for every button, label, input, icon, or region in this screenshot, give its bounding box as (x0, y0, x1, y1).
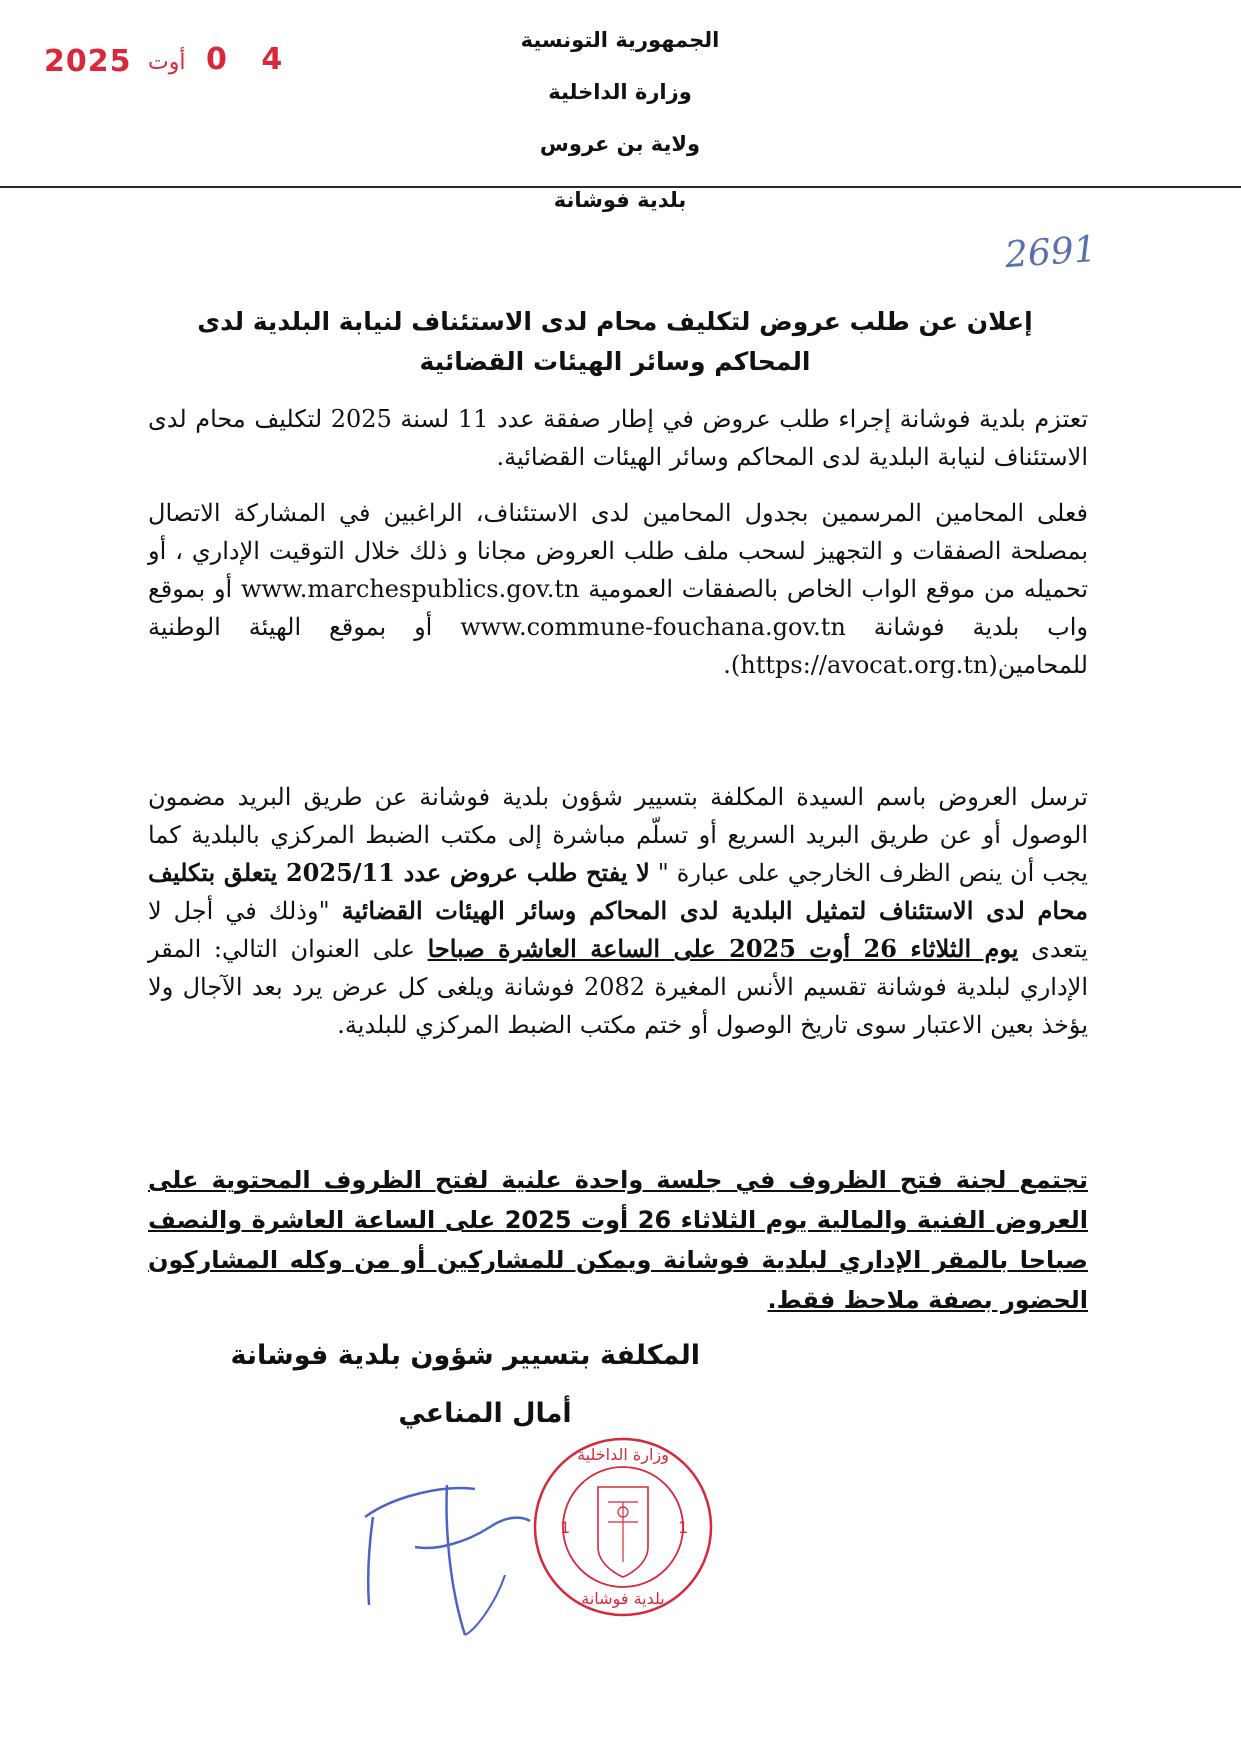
submission-text-2: "وذلك في أجل لا يتعدى (148, 897, 1089, 963)
handwritten-reference-number: 2691 (1003, 228, 1098, 277)
signatory-name: أمال المناعي (398, 1398, 572, 1429)
eligibility-text-4: ). (723, 651, 741, 679)
stamp-year: 2025 (44, 44, 132, 79)
header-ministry: وزارة الداخلية (548, 80, 692, 104)
submission-text-3: على العنوان التالي: المقر الإداري لبلدية فوشانة تقسيم الأنس المغيرة 2082 فوشانة ويلغى كل عرض يرد بعد الآجال ولا يؤخذ بعين الاعتبار سوى تاريخ الوصول أو ختم مكتب الضبط المركزي للبلدية. (148, 935, 1089, 1039)
stamp-day: 0 4 (206, 42, 295, 77)
date-stamp (38, 38, 295, 88)
handwritten-signature (355, 1455, 555, 1655)
header-country: الجمهورية التونسية (520, 28, 720, 52)
deadline-phrase: يوم الثلاثاء 26 أوت 2025 على الساعة العاشرة صباحا (427, 934, 1019, 963)
link-commune-fouchana[interactable]: www.commune-fouchana.gov.tn (460, 613, 846, 641)
seal-mark-right: 1 (678, 1518, 689, 1537)
municipal-seal (528, 1432, 718, 1622)
seal-top-text: وزارة الداخلية (577, 1445, 669, 1464)
stamp-month: أوت (148, 50, 186, 75)
link-marchespublics[interactable]: www.marchespublics.gov.tn (240, 575, 580, 603)
paragraph-submission (148, 778, 1088, 1044)
signatory-title: المكلفة بتسيير شؤون بلدية فوشانة (230, 1340, 700, 1371)
eligibility-text: فعلى المحامين المرسمين بجدول المحامين لدى الاستئناف، الراغبين في المشاركة الاتصال بمصلحة الصفقات و التجهيز لسحب ملف طلب العروض مجانا و ذلك خلال التوقيت الإداري ، أو تحميله من موقع الواب الخاص بالصفقات العمومية (148, 499, 1088, 603)
seal-bottom-text: بلدية فوشانة (581, 1589, 665, 1608)
paragraph-eligibility (148, 494, 1088, 684)
seal-mark-left: 1 (560, 1518, 571, 1537)
submission-text: ترسل العروض باسم السيدة المكلفة بتسيير شؤون بلدية فوشانة عن طريق البريد مضمون الوصول أو عن طريق البريد السريع أو تسلّم مباشرة إلى مكتب الضبط المركزي بالبلدية كما يجب أن ينص الظرف الخارجي على عبارة " (148, 783, 1088, 887)
envelope-phrase: لا يفتح طلب عروض عدد 2025/11 يتعلق بتكليف محام لدى الاستئناف لتمثيل البلدية لدى المحاكم وسائر الهيئات القضائية (148, 858, 1088, 925)
header-governorate: ولاية بن عروس (539, 132, 701, 156)
paragraph-opening-session: تجتمع لجنة فتح الظروف في جلسة واحدة علنية لفتح الظروف المحتوية على العروض الفنية والمالية يوم الثلاثاء 26 أوت 2025 على الساعة العاشرة والنصف صباحا بالمقر الإداري لبلدية فوشانة ويمكن للمشاركين أو من وكله المشاركون الحضور بصفة ملاحظ فقط. (148, 1166, 1088, 1314)
eligibility-text-2: أو بموقع واب بلدية فوشانة (148, 575, 1088, 641)
link-avocat[interactable]: https://avocat.org.tn (740, 651, 989, 679)
paragraph-intro: تعتزم بلدية فوشانة إجراء طلب عروض في إطار صفقة عدد 11 لسنة 2025 لتكليف محام لدى الاستئناف لنيابة البلدية لدى المحاكم وسائر الهيئات القضائية. (148, 405, 1088, 471)
eligibility-text-3: أو بموقع الهيئة الوطنية للمحامين( (148, 613, 1088, 679)
announcement-title: إعلان عن طلب عروض لتكليف محام لدى الاستئناف لنيابة البلدية لدى المحاكم وسائر الهيئات القضائية (197, 307, 1033, 376)
header-municipality: بلدية فوشانة (553, 188, 687, 212)
